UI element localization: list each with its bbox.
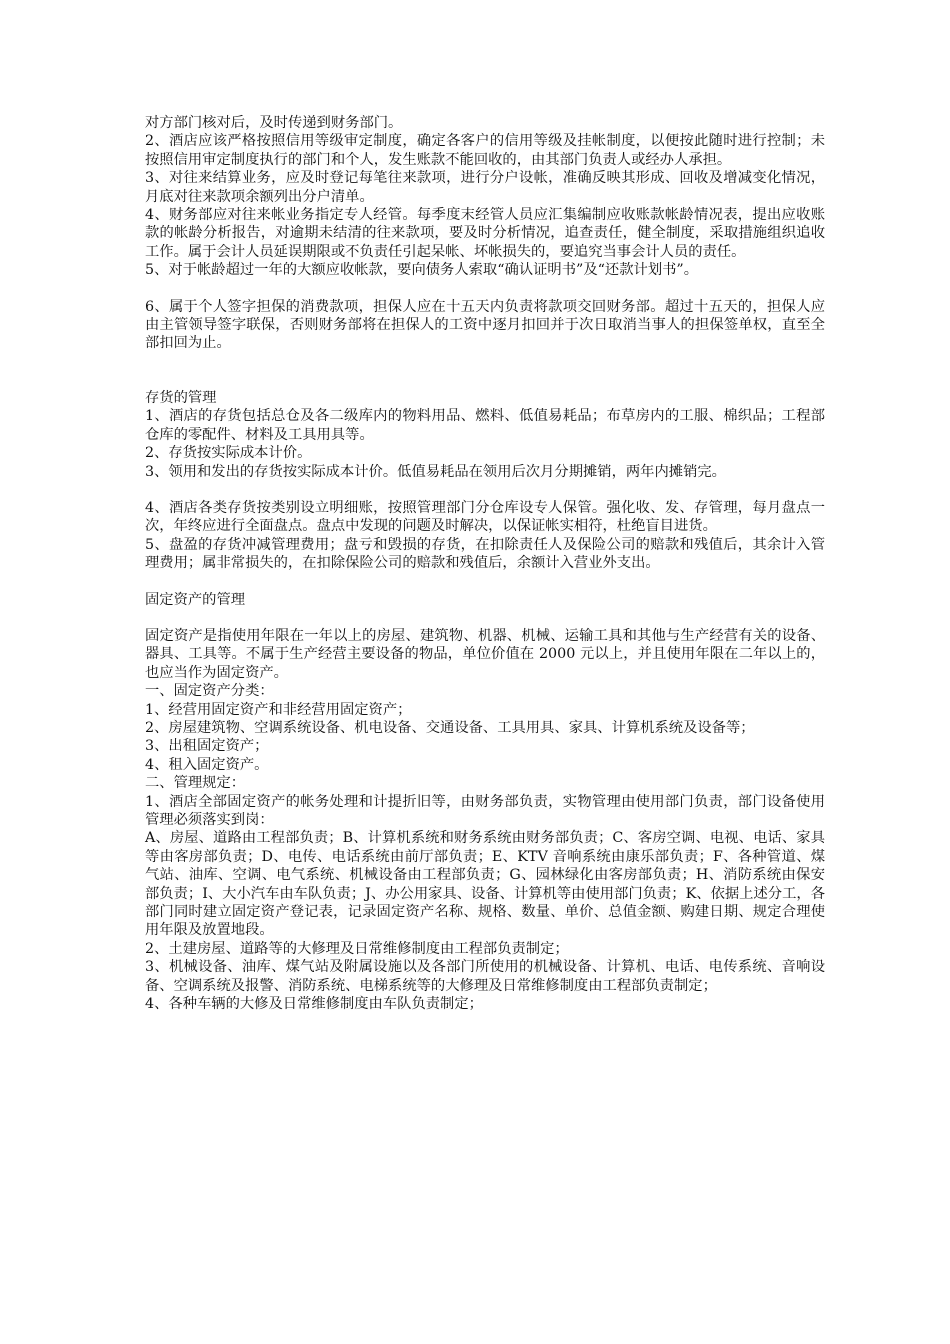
paragraph-personal-guarantee: 6、属于个人签字担保的消费款项，担保人应在十五天内负责将款项交回财务部。超过十五天的，担保人应由主管领导签字联保，否则财务部将在担保人的工资中逐月扣回并于次日取消当事人的担保签单权，直至全部扣回为止。 (145, 298, 825, 352)
section-heading-inventory: 存货的管理 (145, 389, 217, 406)
paragraph-receivable-management: 4、财务部应对往来帐业务指定专人经管。每季度末经管人员应汇集编制应收账款帐龄情况表，提出应收账款的帐龄分析报告，对逾期未结清的往来款项，要及时分析情况，追查责任，健全制度，采取措施组织追收工作。属于会计人员延误期限或不负责任引起呆帐、坏帐损失的，要追究当事会计人员的责任。 (145, 207, 825, 260)
paragraph-account-settlement: 3、对往来结算业务，应及时登记每笔往来款项，进行分户设帐，准确反映其形成、回收及增减变化情况，月底对往来款项余额列出分户清单。 (145, 170, 825, 205)
list-item: 3、机械设备、油库、煤气站及附属设施以及各部门所使用的机械设备、计算机、电话、电传系统、音响设备、空调系统及报警、消防系统、电梯系统等的大修理及日常维修制度由工程部负责制定； (145, 959, 825, 994)
subheading-management-rules: 二、管理规定： (145, 775, 246, 792)
paragraph-inventory-scope: 1、酒店的存货包括总仓及各二级库内的物料用品、燃料、低值易耗品；布草房内的工服、棉织品；工程部仓库的零配件、材料及工具用具等。 (145, 408, 825, 443)
list-item: 1、经营用固定资产和非经营用固定资产； (145, 701, 412, 718)
paragraph-fixed-asset-definition: 固定资产是指使用年限在一年以上的房屋、建筑物、机器、机械、运输工具和其他与生产经营有关的设备、器具、工具等。不属于生产经营主要设备的物品，单位价值在 2000 元以上，并且使用年限在二年以上的，也应当作为固定资产。 (145, 627, 825, 681)
spacer (145, 481, 825, 499)
spacer (145, 573, 825, 591)
document-page (145, 114, 825, 1013)
paragraph-credit-control: 2、酒店应该严格按照信用等级审定制度，确定各客户的信用等级及挂帐制度，以便按此随时进行控制；未按照信用审定制度执行的部门和个人，发生账款不能回收的，由其部门负责人或经办人承担。 (145, 133, 825, 168)
section-heading-fixed-assets: 固定资产的管理 (145, 591, 246, 608)
paragraph-overdue-receivables: 5、对于帐龄超过一年的大额应收帐款，要向债务人索取“确认证明书”及“还款计划书”。 (145, 262, 699, 279)
subheading-asset-classification: 一、固定资产分类： (145, 683, 274, 700)
paragraph-continuation: 对方部门核对后，及时传递到财务部门。 (145, 115, 403, 131)
list-item: 4、租入固定资产。 (145, 756, 269, 773)
list-item: 4、各种车辆的大修及日常维修制度由车队负责制定； (145, 996, 483, 1013)
list-item: 2、房屋建筑物、空调系统设备、机电设备、交通设备、工具用具、家具、计算机系统及设备等； (145, 719, 755, 736)
spacer (145, 353, 825, 389)
list-item: 3、出租固定资产； (145, 738, 269, 755)
paragraph-department-responsibilities: A、房屋、道路由工程部负责；B、计算机系统和财务系统由财务部负责；C、客房空调、电视、电话、家具等由客房部负责；D、电传、电话系统由前厅部负责；E、KTV 音响系统由康乐部负责；F、各种管道、煤气站、油库、空调、电气系统、机械设备由工程部负责；G、园林绿化由客房部负责；H、消防系统由保安部负责；I、大小汽车由车队负责；J、办公用家具、设备、计算机等由使用部门负责；K、依据上述分工，各部门同时建立固定资产登记表，记录固定资产名称、规格、数量、单价、总值金额、购建日期、规定合理使用年限及放置地段。 (145, 830, 825, 939)
paragraph-inventory-ledger: 4、酒店各类存货按类别设立明细账，按照管理部门分仓库设专人保管。强化收、发、存管理，每月盘点一次，年终应进行全面盘点。盘点中发现的问题及时解决，以保证帐实相符，杜绝盲目进货。 (145, 499, 825, 535)
paragraph-inventory-surplus-loss: 5、盘盈的存货冲减管理费用；盘亏和毁损的存货，在扣除责任人及保险公司的赔款和残值后，其余计入管理费用；属非常损失的，在扣除保险公司的赔款和残值后，余额计入营业外支出。 (145, 536, 825, 572)
list-item: 1、酒店全部固定资产的帐务处理和计提折旧等，由财务部负责，实物管理由使用部门负责，部门设备使用管理必须落实到岗： (145, 793, 825, 828)
spacer (145, 280, 825, 298)
list-item: 2、土建房屋、道路等的大修理及日常维修制度由工程部负责制定； (145, 940, 569, 957)
paragraph-inventory-costing: 2、存货按实际成本计价。 (145, 445, 312, 462)
paragraph-inventory-issuance: 3、领用和发出的存货按实际成本计价。低值易耗品在领用后次月分期摊销，两年内摊销完。 (145, 463, 726, 480)
spacer (145, 609, 825, 627)
